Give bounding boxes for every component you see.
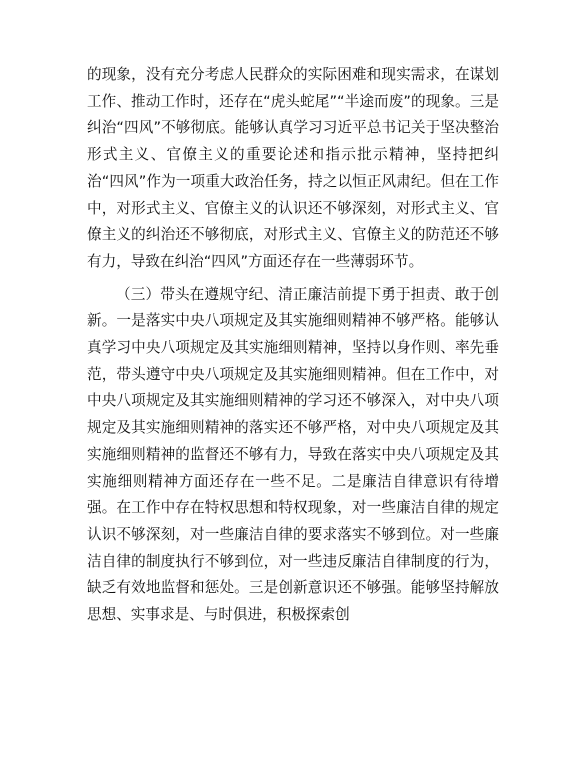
paragraph-continuation: 的现象，没有充分考虑人民群众的实际困难和现实需求，在谋划工作、推动工作时，还存在“虎头蛇尾”“半途而废”的现象。三是纠治“四风”不够彻底。能够认真学习习近平总书记关于坚决整治形式主义、官僚主义的重要论述和指示批示精神，坚持把纠治“四风”作为一项重大政治任务，持之以恒正风肃纪。但在工作中，对形式主义、官僚主义的认识还不够深刻，对形式主义、官僚主义的纠治还不够彻底，对形式主义、官僚主义的防范还不够有力，导致在纠治“四风”方面还存在一些薄弱环节。 [87, 66, 499, 270]
body-text [87, 62, 499, 635]
paragraph-section-three: （三）带头在遵规守纪、清正廉洁前提下勇于担责、敢于创新。一是落实中央八项规定及其实施细则精神不够严格。能够认真学习中央八项规定及其实施细则精神，坚持以身作则、率先垂范，带头遵守中央八项规定及其实施细则精神。但在工作中，对中央八项规定及其实施细则精神的学习还不够深入，对中央八项规定及其实施细则精神的落实还不够严格，对中央八项规定及其实施细则精神的监督还不够有力，导致在落实中央八项规定及其实施细则精神方面还存在一些不足。二是廉洁自律意识有待增强。在工作中存在特权思想和特权现象，对一些廉洁自律的规定认识不够深刻，对一些廉洁自律的要求落实不够到位。对一些廉洁自律的制度执行不够到位，对一些违反廉洁自律制度的行为，缺乏有效地监督和惩处。三是创新意识还不够强。能够坚持解放思想、实事求是、与时俱进，积极探索创 [87, 285, 499, 624]
